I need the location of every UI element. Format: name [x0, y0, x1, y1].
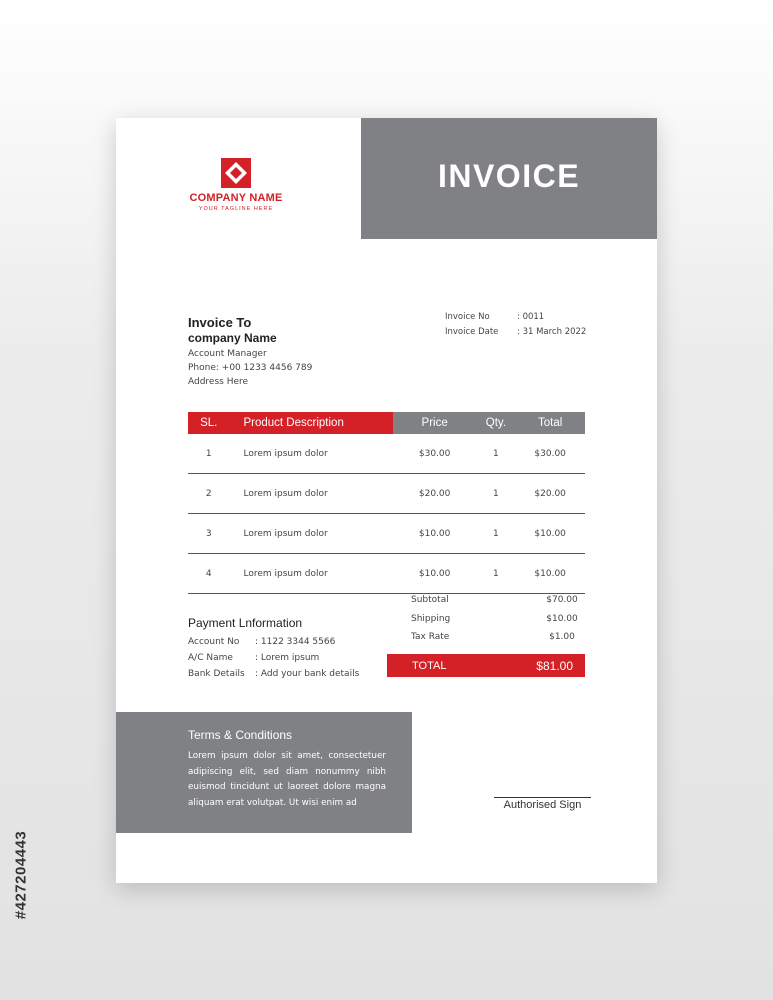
subtotal-row [411, 595, 585, 614]
summary-block [411, 595, 585, 651]
table-row [188, 554, 585, 594]
cell-sl: 1 [188, 434, 229, 474]
cell-qty: 1 [477, 474, 516, 514]
bank-details-value: : Add your bank details [255, 669, 360, 679]
cell-sl: 4 [188, 554, 229, 594]
company-tagline: YOUR TAGLINE HERE [198, 206, 274, 212]
invoice-number-label: Invoice No [445, 312, 490, 322]
cell-sl: 2 [188, 474, 229, 514]
header-price: Price [393, 412, 477, 434]
stock-id-text: #427204443 [12, 830, 30, 920]
signature-label: Authorised Sign [503, 799, 582, 811]
invoice-date-row [445, 327, 586, 337]
payment-heading: Payment Lnformation [188, 616, 303, 630]
tax-row [411, 632, 585, 651]
cell-price: $10.00 [393, 554, 477, 594]
header-qty: Qty. [477, 412, 516, 434]
shipping-value: $10.00 [546, 613, 578, 624]
account-number-label: Account No [188, 637, 240, 647]
cell-qty: 1 [477, 434, 516, 474]
subtotal-value: $70.00 [546, 595, 578, 605]
header-block [361, 118, 657, 239]
cell-description: Lorem ipsum dolor [229, 434, 392, 474]
account-number-value: : 1122 3344 5566 [255, 637, 336, 647]
cell-total: $20.00 [515, 474, 585, 514]
cell-qty: 1 [477, 514, 516, 554]
account-name-label: A/C Name [188, 653, 233, 663]
invoice-sheet [116, 118, 657, 883]
invoice-number-row [445, 312, 586, 322]
cell-qty: 1 [477, 554, 516, 594]
cell-total: $30.00 [515, 434, 585, 474]
shipping-label: Shipping [411, 613, 451, 624]
table-row [188, 514, 585, 554]
bill-to-address: Address Here [188, 377, 249, 387]
invoice-meta [445, 312, 586, 342]
cell-sl: 3 [188, 514, 229, 554]
header-total: Total [515, 412, 585, 434]
table-row [188, 474, 585, 514]
total-label: TOTAL [412, 659, 447, 672]
company-logo [176, 158, 296, 212]
account-name-value: : Lorem ipsum [255, 653, 320, 663]
cell-total: $10.00 [515, 514, 585, 554]
bank-details-row [188, 669, 359, 679]
items-table [188, 412, 585, 594]
terms-text: Lorem ipsum dolor sit amet, consectetuer adipiscing elit, sed diam nonummy nibh euismod tincidunt ut laoreet dolore magna aliquam erat volutpat. Ut wisi enim ad [188, 751, 386, 808]
invoice-title: INVOICE [437, 158, 581, 194]
cell-price: $10.00 [393, 514, 477, 554]
invoice-number-value: : 0011 [517, 312, 545, 322]
company-name: COMPANY NAME [189, 192, 283, 204]
signature-line [494, 797, 591, 798]
bill-to-name: company Name [188, 331, 277, 345]
cell-description: Lorem ipsum dolor [229, 554, 392, 594]
signature-block [494, 797, 591, 811]
terms-heading: Terms & Conditions [188, 728, 293, 742]
invoice-date-value: : 31 March 2022 [517, 327, 587, 337]
bill-to-phone: Phone: +00 1233 4456 789 [188, 363, 313, 373]
table-header-row [188, 412, 585, 434]
cell-description: Lorem ipsum dolor [229, 514, 392, 554]
diamond-logo-icon [221, 158, 251, 188]
bill-to-role: Account Manager [188, 349, 267, 359]
cell-price: $20.00 [393, 474, 477, 514]
stock-id-label [6, 760, 36, 990]
invoice-date-label: Invoice Date [445, 327, 499, 337]
cell-description: Lorem ipsum dolor [229, 474, 392, 514]
table-row [188, 434, 585, 474]
terms-block [116, 712, 412, 833]
bank-details-label: Bank Details [188, 669, 245, 679]
tax-value: $1.00 [549, 632, 575, 642]
total-value: $81.00 [536, 658, 573, 673]
total-bar [387, 654, 585, 677]
cell-total: $10.00 [515, 554, 585, 594]
shipping-row [411, 614, 585, 633]
subtotal-label: Subtotal [411, 595, 449, 605]
tax-label: Tax Rate [411, 632, 450, 642]
account-name-row [188, 653, 359, 663]
bill-to-block [188, 315, 312, 387]
cell-price: $30.00 [393, 434, 477, 474]
account-number-row [188, 637, 359, 647]
payment-info [188, 616, 359, 685]
bill-to-heading: Invoice To [188, 315, 252, 330]
header-sl: SL. [188, 412, 229, 434]
header-description: Product Description [229, 412, 392, 434]
